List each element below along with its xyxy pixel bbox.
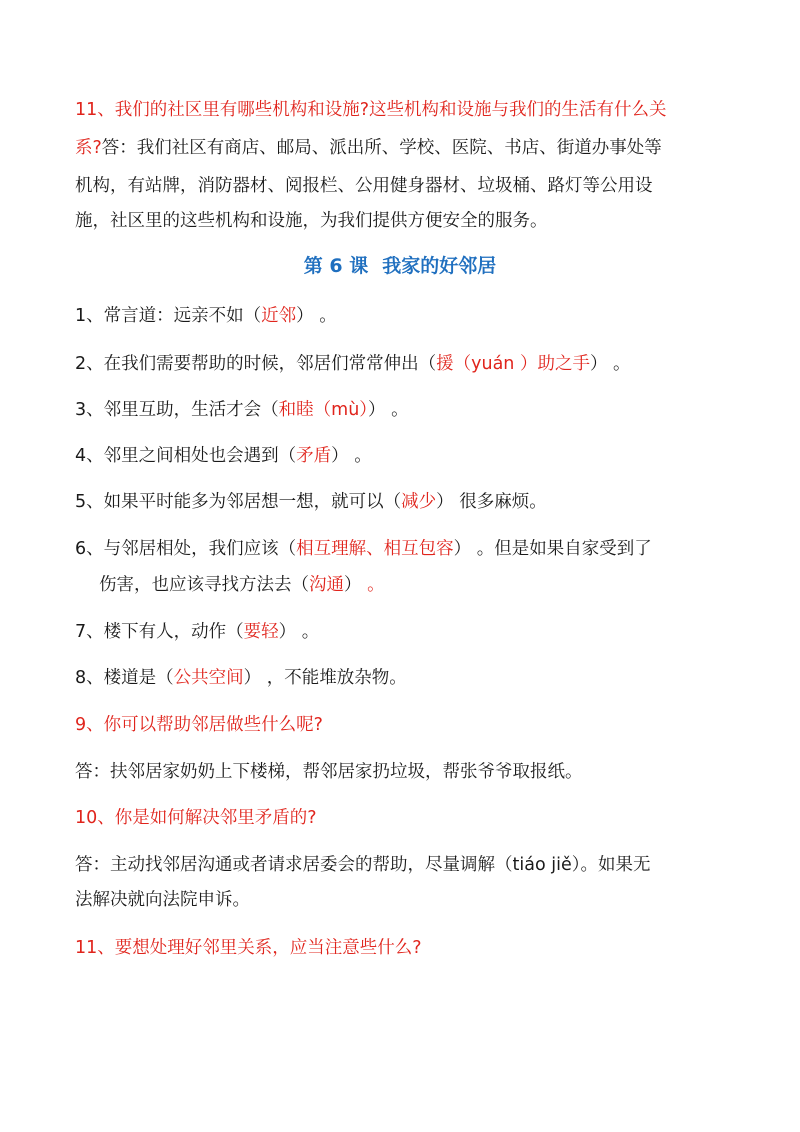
question-11-community-line1: 11、我们的社区里有哪些机构和设施?这些机构和设施与我们的生活有什么关 (75, 100, 667, 120)
answer-11-community-line1: 答：我们社区有商店、邮局、派出所、学校、医院、书店、街道办事处等 (101, 138, 662, 158)
item-3-answer: 和睦（mù） (278, 400, 369, 420)
lesson-title (0, 252, 800, 280)
item-5-answer: 减少 (401, 492, 437, 512)
item-2: 2、在我们需要帮助的时候，邻居们常常伸出（援（yuán ）助之手） 。 (75, 354, 631, 374)
item-6: 6、与邻居相处，我们应该（相互理解、相互包容） 。但是如果自家受到了 (75, 539, 652, 559)
item-8-answer: 公共空间 (173, 668, 244, 688)
question-9: 9、你可以帮助邻居做些什么呢? (75, 715, 323, 735)
item-4: 4、邻里之间相处也会遇到（矛盾） 。 (75, 446, 372, 466)
answer-9: 答：扶邻居家奶奶上下楼梯，帮邻居家扔垃圾，帮张爷爷取报纸。 (75, 762, 583, 782)
item-7-answer: 要轻 (243, 622, 279, 642)
item-6-answer-2: 沟通 (309, 575, 344, 595)
lesson-number: 第 6 课 (303, 255, 369, 277)
question-10: 10、你是如何解决邻里矛盾的? (75, 808, 317, 828)
question-11-neighbors: 11、要想处理好邻里关系，应当注意些什么? (75, 938, 422, 958)
question-11-community-line2 (75, 135, 735, 161)
item-6-continued: 伤害，也应该寻找方法去（沟通） 。 (99, 575, 385, 595)
answer-10-line1: 答：主动找邻居沟通或者请求居委会的帮助，尽量调解（tiáo jiě）。如果无 (75, 855, 651, 875)
item-7: 7、楼下有人，动作（要轻） 。 (75, 622, 320, 642)
item-1-answer: 近邻 (261, 306, 297, 326)
item-3: 3、邻里互助，生活才会（和睦（mù）） 。 (75, 400, 409, 420)
item-1: 1、常言道：远亲不如（近邻） 。 (75, 306, 337, 326)
item-2-answer: 援（yuán ）助之手 (436, 354, 590, 374)
question-11-community-tail: 系? (75, 138, 102, 158)
lesson-name: 我家的好邻居 (382, 255, 497, 277)
item-8: 8、楼道是（公共空间） ，不能堆放杂物。 (75, 668, 407, 688)
answer-10-line2: 法解决就向法院申诉。 (75, 890, 250, 910)
answer-11-community-line2: 机构，有站牌，消防器材、阅报栏、公用健身器材、垃圾桶、路灯等公用设 (75, 176, 653, 196)
answer-11-community-line3: 施，社区里的这些机构和设施，为我们提供方便安全的服务。 (75, 211, 548, 231)
item-4-answer: 矛盾 (296, 446, 332, 466)
item-6-answer: 相互理解、相互包容 (296, 539, 454, 559)
item-5: 5、如果平时能多为邻居想一想，就可以（减少） 很多麻烦。 (75, 492, 547, 512)
